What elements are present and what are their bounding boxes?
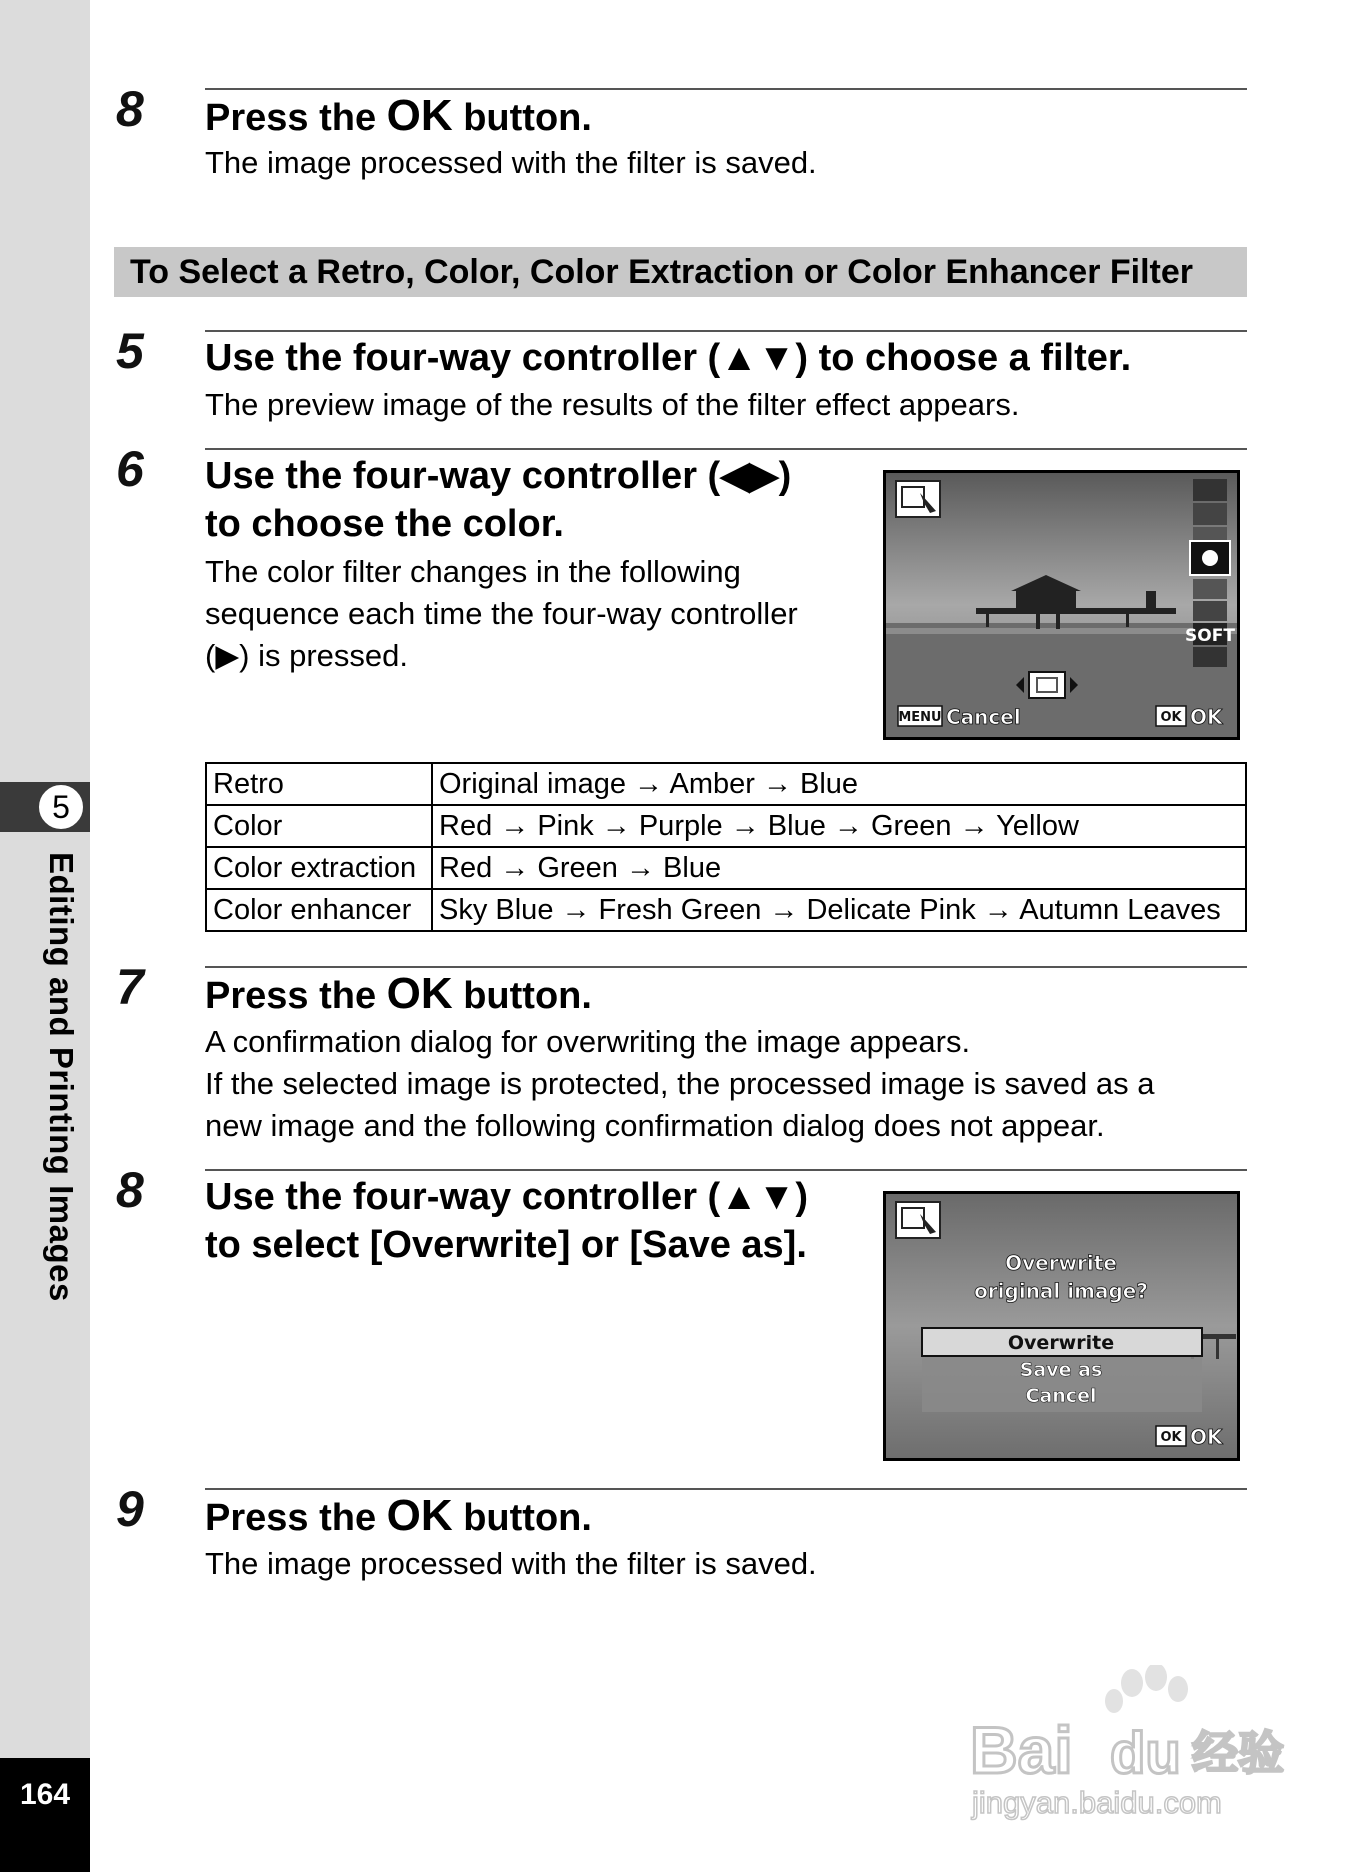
filter-sequence: Red → Green → Blue	[432, 847, 1246, 889]
filter-mode-icon	[896, 1202, 940, 1238]
cancel-label: Cancel	[946, 705, 1021, 729]
dialog-option-overwrite: Overwrite	[1007, 1332, 1115, 1354]
step-divider	[205, 330, 1247, 332]
step-heading: Press the OK button.	[205, 969, 592, 1018]
ok-label: OK	[1190, 1425, 1223, 1449]
step-heading-line1: Use the four-way controller (◀▶)	[205, 455, 792, 497]
camera-screen-overwrite-dialog	[883, 1191, 1240, 1461]
dialog-option-cancel: Cancel	[1025, 1385, 1097, 1407]
watermark-cn: 经验	[1192, 1726, 1284, 1780]
filter-sequence: Red → Pink → Purple → Blue → Green → Yellow	[432, 805, 1246, 847]
step-divider	[205, 88, 1247, 90]
watermark-brand-du: du	[1110, 1721, 1181, 1786]
ok-glyph: OK	[386, 1491, 453, 1540]
soft-filter-label: SOFT	[1185, 626, 1235, 646]
table-row	[206, 889, 1246, 931]
filter-mode-icon	[896, 481, 940, 517]
filter-name: Color enhancer	[206, 889, 432, 931]
step-heading-line2: to choose the color.	[205, 503, 564, 545]
ok-key: OK	[1160, 710, 1182, 725]
chapter-number: 5	[37, 783, 85, 831]
filter-sequence-table	[205, 762, 1247, 932]
watermark-brand: Bai	[970, 1713, 1073, 1787]
step-body-line: A confirmation dialog for overwriting the image appears.	[205, 1024, 971, 1059]
step-number: 9	[116, 1481, 144, 1537]
table-row	[206, 763, 1246, 805]
menu-key: MENU	[898, 710, 942, 725]
filter-name: Color	[206, 805, 432, 847]
step-body: The image processed with the filter is saved.	[205, 145, 817, 180]
step-body: The preview image of the results of the filter effect appears.	[205, 387, 1020, 422]
watermark-url: jingyan.baidu.com	[972, 1785, 1222, 1820]
chapter-title: Editing and Printing Images	[43, 852, 80, 1302]
step-heading-line1: Use the four-way controller (▲▼)	[205, 1176, 809, 1218]
ok-glyph: OK	[386, 969, 453, 1018]
step-heading: Press the OK button.	[205, 91, 592, 140]
baidu-watermark	[960, 1665, 1290, 1825]
dialog-question-line1: Overwrite	[1005, 1251, 1117, 1275]
page-number: 164	[19, 1778, 71, 1811]
filter-sequence: Original image → Amber → Blue	[432, 763, 1246, 805]
step-heading: Use the four-way controller (▲▼) to choose a filter.	[205, 337, 1132, 379]
dialog-option-save-as: Save as	[1019, 1359, 1103, 1381]
step-number: 7	[116, 959, 144, 1015]
filter-sequence: Sky Blue → Fresh Green → Delicate Pink → Autumn Leaves	[432, 889, 1246, 931]
step-body-line: The color filter changes in the following	[205, 554, 741, 589]
step-body-line: (▶) is pressed.	[205, 638, 408, 673]
filter-name: Color extraction	[206, 847, 432, 889]
step-heading-line2: to select [Overwrite] or [Save as].	[205, 1224, 807, 1266]
filter-name: Retro	[206, 763, 432, 805]
step-divider	[205, 1488, 1247, 1490]
step-body-line: new image and the following confirmation dialog does not appear.	[205, 1108, 1105, 1143]
ok-label: OK	[1190, 705, 1223, 729]
step-body-line: If the selected image is protected, the processed image is saved as a	[205, 1066, 1155, 1101]
table-row	[206, 805, 1246, 847]
step-divider	[205, 1169, 1247, 1171]
ok-key: OK	[1160, 1430, 1182, 1445]
ok-glyph: OK	[386, 91, 453, 140]
page-number-box	[0, 1758, 90, 1872]
step-number: 6	[116, 441, 144, 497]
section-title: To Select a Retro, Color, Color Extraction or Color Enhancer Filter	[130, 253, 1193, 291]
step-divider	[205, 448, 1247, 450]
table-row	[206, 847, 1246, 889]
step-body-line: sequence each time the four-way controller	[205, 596, 798, 631]
paw-icon	[1105, 1665, 1188, 1713]
camera-screen-filter-preview	[883, 470, 1240, 740]
step-body: The image processed with the filter is saved.	[205, 1546, 817, 1581]
dialog-question-line2: original image?	[974, 1279, 1148, 1303]
step-divider	[205, 966, 1247, 968]
step-heading: Press the OK button.	[205, 1491, 592, 1540]
step-number: 8	[116, 1162, 144, 1218]
step-number: 8	[116, 81, 144, 137]
step-number: 5	[116, 323, 144, 379]
